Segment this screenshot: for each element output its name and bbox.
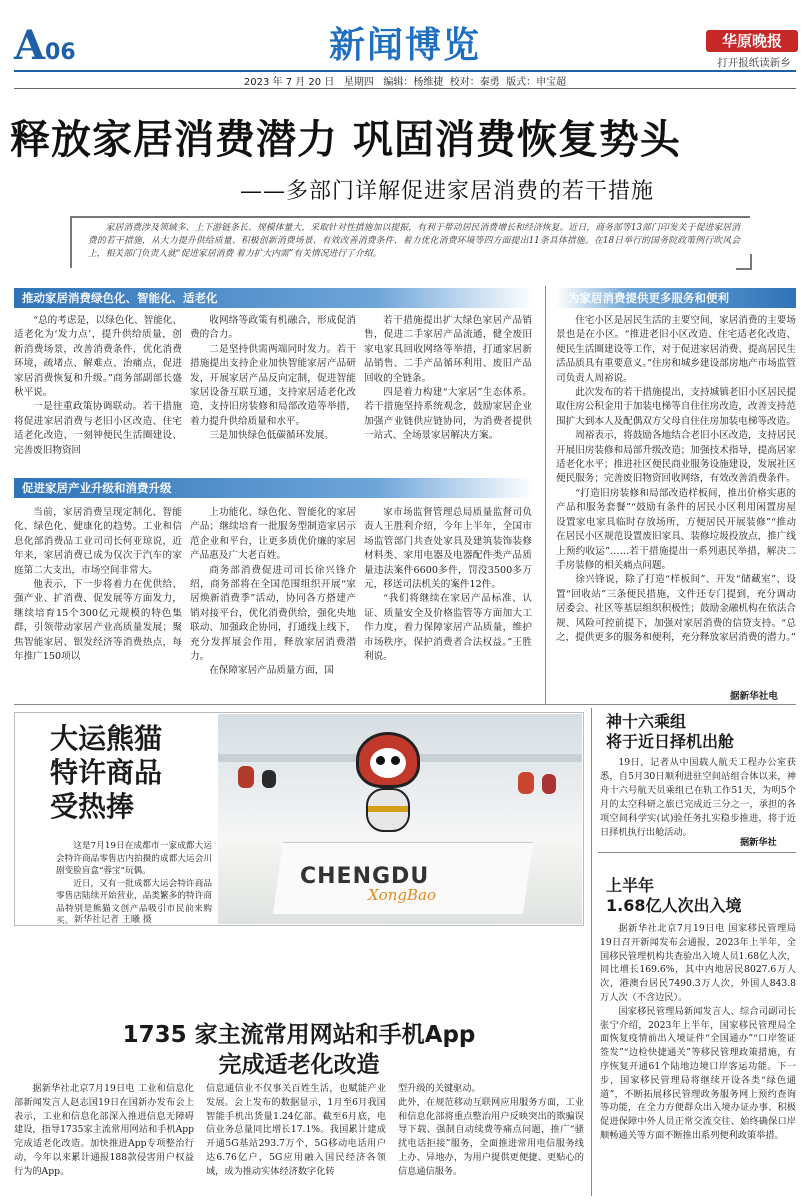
- section1-title: 推动家居消费绿色化、智能化、适老化: [14, 288, 534, 308]
- paragraph: 若干措施提出扩大绿色家居产品销售，促进二手家居产品流通，健全废旧家电家具回收网络等举措，打通家居新品销售、二手产品循环利用、废旧产品回收的全链条。: [364, 315, 532, 384]
- panda-doll: [348, 732, 428, 842]
- paragraph: “总的考虑是，以绿色化、智能化、适老化为‘发力点’，提升供给质量，创新消费场景，改善消费条件，优化消费环境，疏堵点、解难点、治痛点，促进家居消费恢复和升级。”商务部副部长盛秋平说。: [14, 315, 182, 399]
- slogan: 打开报纸读新乡: [717, 57, 791, 69]
- paragraph: 此次发布的若干措施提出，支持城镇老旧小区居民提取住房公积金用于加装电梯等自住住房改造，改善支持范围扩大到本人及配偶双方父母自住住房加装电梯等改造。: [556, 387, 796, 427]
- paper-logo-text: 华原晚报: [721, 32, 782, 50]
- panda-eye: [376, 756, 385, 765]
- crossing-title-line: 上半年: [606, 876, 655, 895]
- panda-title: [50, 722, 200, 824]
- paragraph: 二是坚持供需两端同时发力。若干措施提出支持企业加快智能家居产品研发，开展家居产品反向定制，促进智能家居设备互联互通，支持家居适老化改造，支持旧房装修和局部改造等举措，着力提升供给质量和水平。: [190, 343, 356, 427]
- shelf-figure: [518, 772, 534, 794]
- paragraph: 据新华社北京7月19日电 工业和信息化部新闻发言人赵志国19日在国新办发布会上表示，工业和信息化部深入推进信息无障碍建设，指导1735家主流常用网站和手机App完成适老化改造。加快推进App专项整治行动，今年以来累计通报188款侵害用户权益行为的App。: [14, 1083, 194, 1177]
- photo-sign: CHENGDU: [300, 864, 430, 889]
- panda-title-line: 大运熊猫: [50, 722, 163, 755]
- apps-col3: [398, 1082, 584, 1196]
- panda-title-line: 特许商品: [50, 756, 163, 789]
- apps-col1: [14, 1082, 194, 1196]
- column-divider: [591, 708, 592, 1196]
- paragraph: 住宅小区是居民生活的主要空间，家居消费的主要场景也是在小区。“推进老旧小区改造、住宅适老化改造、便民生活圈建设等工作，对于促进家居消费、提高居民生活品质具有重要意义。”住房和城乡建设部房地产市场监管司负责人周裕说。: [556, 315, 796, 384]
- panda-photo: [218, 714, 582, 924]
- lead-text: 家居消费涉及领域多、上下游链条长、规模体量大，采取针对性措施加以提振，有利于带动居民消费增长和经济恢复。近日，商务部等13部门印发关于促进家居消费的若干措施，从大力提升供给质量、积极创新消费场景、有效改善消费条件、着力优化消费环境等四方面提出11条具体措施。在18日举行的国务院政策例行吹风会上，相关部门负责人就“促进家居消费 着力扩大内需”有关情况进行了介绍。: [88, 223, 740, 259]
- paragraph: 19日，记者从中国载人航天工程办公室获悉，自5月30日顺利进驻空间站组合体以来，神舟十六号航天员乘组已在轨工作51天，为明5个月的太空科研之旅已完成近三分之一，承担的各项空间科学实(试)验任务扎实稳步推进，将于近日择机执行出舱活动。: [600, 757, 796, 838]
- section2-col1: [14, 506, 182, 680]
- paragraph: 上功能化、绿色化、智能化的家居产品；继续培育一批服务型制造家居示范企业和平台，让更多质优价廉的家居产品惠及广大老百姓。: [190, 507, 356, 562]
- paragraph: 这是7月19日在成都市一家成都大运会特许商品零售店内拍摄的成都大运会川剧变脸盲盒“蓉宝”玩偶。: [56, 841, 212, 876]
- paragraph: 据新华社北京7月19日电 国家移民管理局19日召开新闻发布会通报，2023年上半年，全国移民管理机构共查验出入境人员1.68亿人次，同比增长169.6%，其中内地居民8027.6万人次，港澳台居民7490.3万人次，外国人843.8万人次（不含边民）。: [600, 923, 796, 1003]
- section1-col2: [190, 314, 356, 458]
- crossing-body: [600, 922, 796, 1196]
- apps-title-line: 1735 家主流常用网站和手机App: [122, 1022, 476, 1048]
- apps-title-line: 完成适老化改造: [218, 1052, 380, 1078]
- section3-title: 为家居消费提供更多服务和便利: [556, 288, 796, 308]
- masthead-divider: [14, 70, 796, 72]
- info-line: 2023 年 7 月 20 日 星期四 编辑：杨维捷 校对：秦勇 版式：申宝超: [243, 77, 567, 88]
- paragraph: 商务部消费促进司司长徐兴锋介绍，商务部将在全国范围组织开展“家居焕新消费季”活动，协同各方搭建产销对接平台，优化消费供给，强化央地联动、加强政企协同，打通线上线下，充分发挥展会作用，释放家居消费潜力。: [190, 564, 356, 663]
- paragraph: “打造旧房装修和局部改造样板间，推出价格实惠的产品和服务套餐”“鼓励有条件的居民小区利用闲置房屋设置家电家具临时存放场所，方便居民开展装修”“推动在居民小区规范设置废旧家具、装修垃圾投放点，推广线上预约收运”……若干措施提出一系列惠民举措，解决二手房装修的相关痛点问题。: [556, 487, 796, 571]
- section1-col3: [364, 314, 532, 458]
- shelf-figure: [262, 770, 276, 788]
- paragraph: 四是着力构建“大家居”生态体系。若干措施坚持系统观念，鼓励家居企业加强产业链供应链协同，为消费者提供一站式、全场景家居解决方案。: [364, 387, 532, 442]
- shelf-figure: [238, 766, 254, 788]
- info-divider: [14, 88, 796, 89]
- headline-subtitle: ——多部门详解促进家居消费的若干措施: [240, 179, 655, 204]
- paragraph: 近日，又有一批成都大运会特许商品零售店陆续开始营业，品类繁多的特许商品特别是熊猫文创产品吸引市民前来购买。: [56, 878, 212, 926]
- panda-belt: [368, 806, 408, 812]
- shenzhou-title-line: 神十六乘组: [606, 712, 687, 731]
- panda-eye: [391, 756, 400, 765]
- section2-col2: [190, 506, 356, 680]
- paragraph: 在保障家居产品质量方面，国: [209, 665, 334, 677]
- shenzhou-body: [600, 756, 796, 844]
- paragraph: “我们将继续在家居产品标准、认证、质量安全及价格监管等方面加大工作力度，着力保障家居产品质量，维护市场秩序，保护消费者合法权益。”王胜利说。: [364, 593, 532, 663]
- crossing-title: [600, 876, 796, 916]
- paragraph: 家市场监督管理总局质量监督司负责人王胜利介绍，今年上半年，全国市场监管部门共查处家具及建筑装饰装修材料类、家用电器及电器配件类产品质量违法案件6600多件，罚没3500多万元，移送司法机关的案件12件。: [364, 507, 532, 591]
- paragraph: 徐兴锋说，除了打造“样板间”、开发“储藏室”、设置“回收站”三条便民措施，文件还专门提到，充分调动居委会、社区等基层组织积极性；鼓励金融机构在依法合规、风险可控前提下，加强对家居消费的信贷支持。“总之，提供更多的服务和便利，充分释放家居消费的潜力。”: [556, 574, 796, 643]
- paragraph: 型升级的关键驱动。 此外，在规范移动互联网应用服务方面，工业和信息化部将重点整治用户反映突出的欺骗误导下载、强制自动续费等痛点问题，推广“骚扰电话拒接”服务，全面推进常用电信服务线上办、异地办，为用户提供更便捷、更贴心的信息通信服务。: [398, 1083, 584, 1177]
- right-divider: [598, 852, 796, 853]
- paper-logo: [706, 30, 798, 52]
- paragraph: 国家移民管理局新闻发言人、综合司副司长张宁介绍，2023年上半年，国家移民管理局全面恢复疫情前出入境证件“全国通办”“口岸签证签发”“边检快捷通关”等移民管理政策措施，有序恢复开通61个陆地边境口岸客运功能。下一步，国家移民管理局将继续开设各类“绿色通道”，不断拓展移民管理政务服务网上预约查询等功能，在全力方便群众出入境办证办事、积极促进保障中外人员正常交流交往、始终确保口岸顺畅通关等方面不断推出系列便利政策举措。: [600, 1005, 796, 1141]
- section2-col3: [364, 506, 532, 680]
- panda-face: [370, 748, 406, 778]
- paragraph: 收网络等政策有机融合，形成促消费的合力。: [190, 315, 356, 341]
- paragraph: 三是加快绿色低碳循环发展。: [209, 430, 334, 442]
- headline-title: 释放家居消费潜力 巩固消费恢复势头: [10, 117, 681, 163]
- shenzhou-source: 据新华社: [740, 837, 777, 848]
- shenzhou-title-line: 将于近日择机出舱: [606, 732, 735, 751]
- crossing-title-line: 1.68亿人次出入境: [606, 896, 742, 915]
- paragraph: 信息通信业不仅事关百姓生活，也赋能产业发展。会上发布的数据显示，1月至6月我国智能手机出货量1.24亿部。截至6月底，电信业务总量同比增长17.1%。我国累计建成开通5G基站293.7万个，5G移动电话用户达6.76亿户，5G应用融入国民经济各领域，成为推动实体经济数字化转: [206, 1083, 386, 1177]
- paragraph: 周裕表示，将鼓励各地结合老旧小区改造，支持居民开展旧房装修和局部升级改造；加强技术指导，提高居家适老化水平；推进社区便民商业服务设施建设，发展社区便民服务；完善废旧物资回收网络，有效改善消费条件。: [556, 430, 796, 485]
- lead-box: [70, 216, 750, 268]
- column-divider: [545, 286, 546, 704]
- page-letter: A: [14, 22, 46, 69]
- section1-col1: [14, 314, 182, 458]
- panda-title-line: 受热捧: [50, 790, 135, 823]
- shelf-figure: [542, 774, 556, 794]
- paragraph: 一是往重政策协调联动。若干措施将促进家居消费与老旧小区改造、住宅适老化改造、一刻钟便民生活圈建设、完善废旧物资回: [14, 401, 182, 456]
- section2-title: 促进家居产业升级和消费升级: [14, 478, 534, 498]
- paragraph: 他表示，下一步将着力在优供给、强产业、扩消费、促发展等方面发力，继续培育15个300亿元规模的特色集群，引领带动家居产业高质量发展；聚焦智能家居、银发经济等消费热点，每年推广150项以: [14, 579, 182, 663]
- section3-body: [556, 314, 796, 686]
- lead-box-corner: [736, 254, 752, 270]
- section-title: 新闻博览: [328, 25, 481, 66]
- panda-credit: 新华社记者 王曦 摄: [74, 915, 152, 925]
- page-number: [14, 22, 76, 69]
- paragraph: 当前，家居消费呈现定制化、智能化、绿色化、健康化的趋势。工业和信息化部消费品工业司司长何亚琼说，近年来，家居消费已成为仅次于汽车的家庭第二大支出，市场空间非常大。: [14, 507, 182, 576]
- photo-sign-script: XongBao: [368, 886, 436, 904]
- section3-source: 据新华社电: [730, 691, 778, 702]
- page-digits: 06: [45, 40, 76, 65]
- section-divider: [14, 704, 796, 705]
- shenzhou-title: [600, 712, 796, 752]
- apps-col2: [206, 1082, 386, 1196]
- apps-title: [14, 1020, 584, 1080]
